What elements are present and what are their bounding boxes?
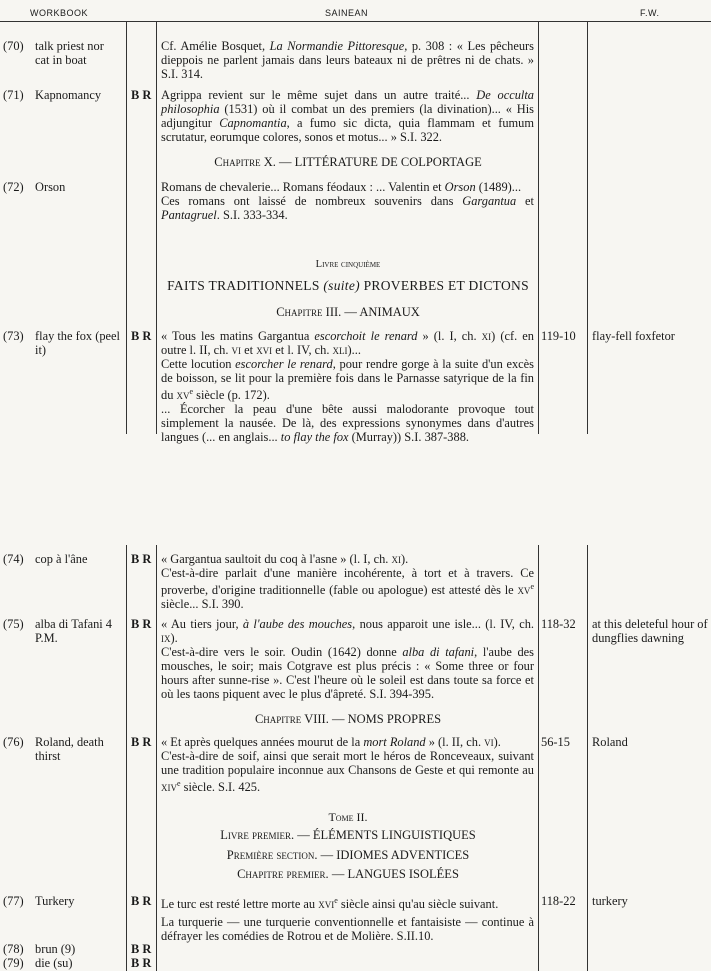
chapter-heading: Chapitre premier. — LANGUES ISOLÉES [237,867,459,881]
entry-word: talk priest nor cat in boat [35,39,104,67]
entry-number: (77) [3,894,24,908]
header-rule [0,21,711,22]
entry-text: La turquerie — une turquerie conventionnelle et fantaisiste — continue à défrayer les comédies de Rotrou et de Molière. S.II.10. [161,915,534,943]
entry-text: Le turc est resté lettre morte au xvi$^e$ siècle ainsi qu'au siècle suivant. [161,896,499,912]
fw-page-ref: 56-15 [541,735,570,749]
header-left: WORKBOOK [30,8,89,18]
col-divider [126,22,127,434]
entry-text: Cf. Amélie Bosquet, La Normandie Pittoresque, p. 308 : « Les pêcheurs dieppois ne parlent jamais dans leurs bateaux ni de prêtres ni de chats. » S.I. 314. [161,39,534,81]
col-divider [156,22,157,434]
header-center: SAINEAN [325,8,369,18]
entry-word: Roland, death thirst [35,735,104,763]
entry-word: Orson [35,180,66,194]
entry-number: (79) [3,956,24,970]
fw-term: at this deleteful hour of dungflies dawning [592,617,708,645]
book-heading: Livre cinquième [315,259,381,270]
col-divider [587,22,588,434]
entry-word: die (su) [35,956,73,970]
entry-word: Kapnomancy [35,88,102,102]
section-heading: FAITS TRADITIONNELS (suite) PROVERBES ET DICTONS [167,278,529,293]
entry-source: B R [131,88,152,102]
entry-number: (75) [3,617,24,631]
col-divider [538,22,539,434]
entry-word: alba di Tafani 4 P.M. [35,617,113,645]
chapter-heading: Chapitre VIII. — NOMS PROPRES [254,712,442,726]
chapter-heading: Chapitre III. — ANIMAUX [276,305,420,319]
entry-source: B R [131,735,152,749]
col-divider [587,545,588,971]
col-divider [538,545,539,971]
header-right: F.W. [640,8,660,18]
entry-number: (74) [3,552,24,566]
col-divider [126,545,127,971]
fw-term: turkery [592,894,628,908]
volume-heading: Tome II. [328,810,368,824]
entry-number: (71) [3,88,24,102]
fw-page-ref: 118-22 [541,894,576,908]
entry-text: « Et après quelques années mourut de la mort Roland » (l. II, ch. vi). C'est-à-dire de soif, ainsi que serait mort le héros de Ronceveaux, suivant une tradition populaire inconnue aux Chansons de Geste et qui remonte au xiv$^e$ siècle. S.I. 425. [161,735,534,795]
entry-number: (70) [3,39,24,53]
entry-number: (76) [3,735,24,749]
entry-text: « Tous les matins Gargantua escorchoit le renard » (l. I, ch. xi) (cf. en outre l. II, ch. vi et xvi et l. IV, ch. xli)... Cette locution escorcher le renard, pour rendre gorge à la suite d'un excès de boisson, se lit pour la première fois dans le Parnasse satyrique de la fin du $xv^e$ siècle (p. 172). ... Écorcher la peau d'une bête aussi malodorante provoque tout simplement la nausée. De là, des expressions synonymes dans d'autres langues (... en anglais... to flay the fox (Murray)) S.I. 387-388. [161,329,534,445]
entry-text: « Au tiers jour, à l'aube des mouches, nous apparoit une isle... (l. IV, ch. ix). C'est-à-dire vers le soir. Oudin (1642) donne alba di tafani, l'aube des mousches, le soir; mais Cotgrave est plus précis : « Some three or four hours after sunne-rise ». C'est l'heure où le soleil est dans toute sa force et où les taons piquent avec le plus d'âpreté. S.I. 394-395. [161,617,534,701]
entry-source: B R [131,617,152,631]
fw-page-ref: 119-10 [541,329,576,343]
chapter-heading: Chapitre X. — LITTÉRATURE DE COLPORTAGE [214,155,482,169]
entry-word: flay the fox (peel it) [35,329,120,357]
entry-source: B R [131,894,152,908]
entry-number: (73) [3,329,24,343]
entry-source: B R [131,942,152,956]
entry-word: cop à l'âne [35,552,88,566]
entry-number: (72) [3,180,24,194]
section-heading: Première section. — IDIOMES ADVENTICES [226,848,470,862]
col-divider [156,545,157,971]
entry-word: brun (9) [35,942,76,956]
entry-word: Turkery [35,894,75,908]
fw-term: flay-fell foxfetor [592,329,675,343]
entry-source: B R [131,329,152,343]
entry-source: B R [131,956,152,970]
entry-text: Agrippa revient sur le même sujet dans un autre traité... De occulta philosophia (1531) où il combat un des premiers (la divination)... « His adjungitur Capnomantia, a fumo sic dicta, quia flammam et fumum scrutatur, eorumque colores, sonos et motus... » S.I. 322. [161,88,535,144]
fw-page-ref: 118-32 [541,617,576,631]
entry-number: (78) [3,942,24,956]
entry-text: « Gargantua saultoit du coq à l'asne » (l. I, ch. xi). C'est-à-dire parlait d'une manière incohérente, à tort et à travers. Ce proverbe, d'origine traditionnelle (fable ou apologue) est attesté dès le $xv^e$ siècle... S.I. 390. [161,552,534,612]
page-header [0,0,711,22]
entry-source: B R [131,552,152,566]
entry-text: Romans de chevalerie... Romans féodaux : ... Valentin et Orson (1489)... Ces romans ont laissé de nombreux souvenirs dans Gargantua et Pantagruel. S.I. 333-334. [161,180,534,222]
book-heading: Livre premier. — ÉLÉMENTS LINGUISTIQUES [220,828,476,842]
fw-term: Roland [592,735,628,749]
